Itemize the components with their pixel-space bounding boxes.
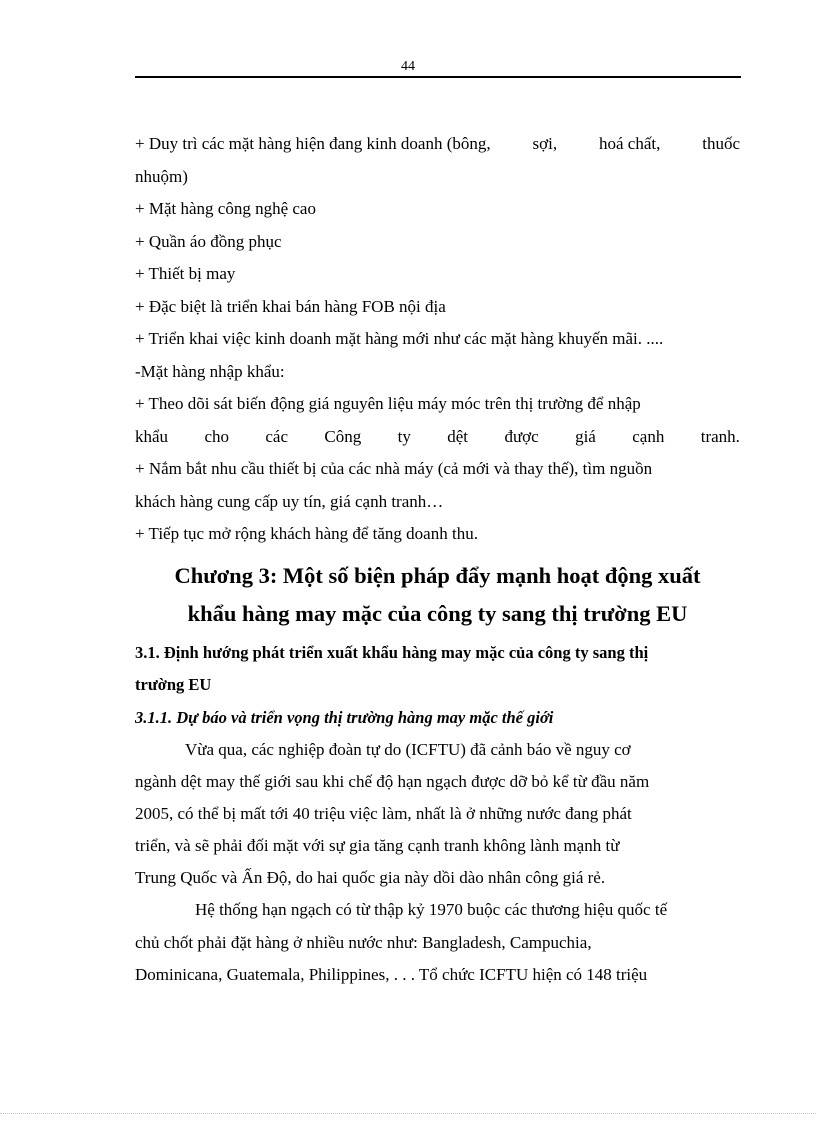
paragraph-line: ngành dệt may thế giới sau khi chế độ hạn ngạch được dỡ bỏ kể từ đầu năm [135, 771, 650, 791]
word: cạnh [632, 426, 665, 446]
word: ty [397, 426, 411, 446]
word: các [265, 426, 289, 446]
import-heading: -Mặt hàng nhập khẩu: [135, 361, 285, 381]
paragraph-1 [135, 734, 740, 895]
import-item-2-line-1: + Nắm bắt nhu cầu thiết bị của các nhà máy (cả mới và thay thế), tìm nguồn [135, 459, 653, 478]
page-number: 44 [401, 59, 415, 74]
bullet-item: + Mặt hàng công nghệ cao [135, 199, 316, 218]
paragraph-line: Hệ thống hạn ngạch có từ thập kỷ 1970 buộc các thương hiệu quốc tế [195, 900, 668, 920]
word: dệt [447, 426, 469, 446]
import-item-1-line-1: + Theo dõi sát biến động giá nguyên liệu máy móc trên thị trường để nhập [135, 394, 641, 413]
paragraph-line: chủ chốt phải đặt hàng ở nhiều nước như: Bangladesh, Campuchia, [135, 932, 592, 952]
word: cho [204, 426, 229, 446]
word: khẩu [135, 426, 169, 446]
text-run: hoá chất, [598, 134, 661, 153]
text-run: sợi, [532, 134, 558, 153]
text-run: + Duy trì các mặt hàng hiện đang kinh doanh (bông, [135, 134, 491, 153]
chapter-title-line-2: khẩu hàng may mặc của công ty sang thị trường EU [187, 600, 688, 626]
subsection-heading: 3.1.1. Dự báo và triển vọng thị trường hàng may mặc thế giới [135, 707, 554, 727]
bullet-line-2: nhuộm) [135, 166, 188, 186]
import-item-3: + Tiếp tục mở rộng khách hàng để tăng doanh thu. [135, 524, 478, 543]
word: Công [324, 426, 362, 446]
word: giá [575, 426, 596, 446]
paragraph-line: Trung Quốc và Ấn Độ, do hai quốc gia này dồi dào nhân công giá rẻ. [135, 868, 606, 888]
chapter-title-line-1: Chương 3: Một số biện pháp đẩy mạnh hoạt động xuất [174, 562, 701, 588]
word: được [504, 426, 539, 446]
paragraph-2 [135, 894, 740, 991]
paragraph-line: Vừa qua, các nghiệp đoàn tự do (ICFTU) đã cảnh báo về nguy cơ [185, 739, 631, 759]
header-rule [135, 76, 741, 78]
section-heading-line-1: 3.1. Định hướng phát triển xuất khẩu hàng may mặc của công ty sang thị [135, 642, 649, 662]
bullet-item: + Quần áo đồng phục [135, 231, 282, 251]
bullet-item: + Triển khai việc kinh doanh mặt hàng mới như các mặt hàng khuyến mãi. .... [135, 329, 664, 348]
paragraph-line: Dominicana, Guatemala, Philippines, . . . Tổ chức ICFTU hiện có 148 triệu [135, 964, 648, 984]
page-content [135, 128, 740, 991]
text-run: thuốc [702, 134, 740, 153]
paragraph-line: triển, và sẽ phải đối mặt với sự gia tăng cạnh tranh không lành mạnh từ [135, 836, 620, 856]
paragraph-line: 2005, có thể bị mất tới 40 triệu việc làm, nhất là ở những nước đang phát [135, 803, 632, 823]
import-item-2-line-2: khách hàng cung cấp uy tín, giá cạnh tranh… [135, 491, 444, 511]
section-heading-line-2: trường EU [135, 675, 212, 694]
word: tranh. [700, 426, 740, 446]
bullet-item: + Thiết bị may [135, 264, 236, 283]
page-bottom-border [0, 1113, 816, 1114]
bullet-item: + Đặc biệt là triển khai bán hàng FOB nội địa [135, 296, 446, 316]
bullet-line-1 [135, 128, 740, 161]
import-item-1-line-2 [135, 421, 740, 454]
